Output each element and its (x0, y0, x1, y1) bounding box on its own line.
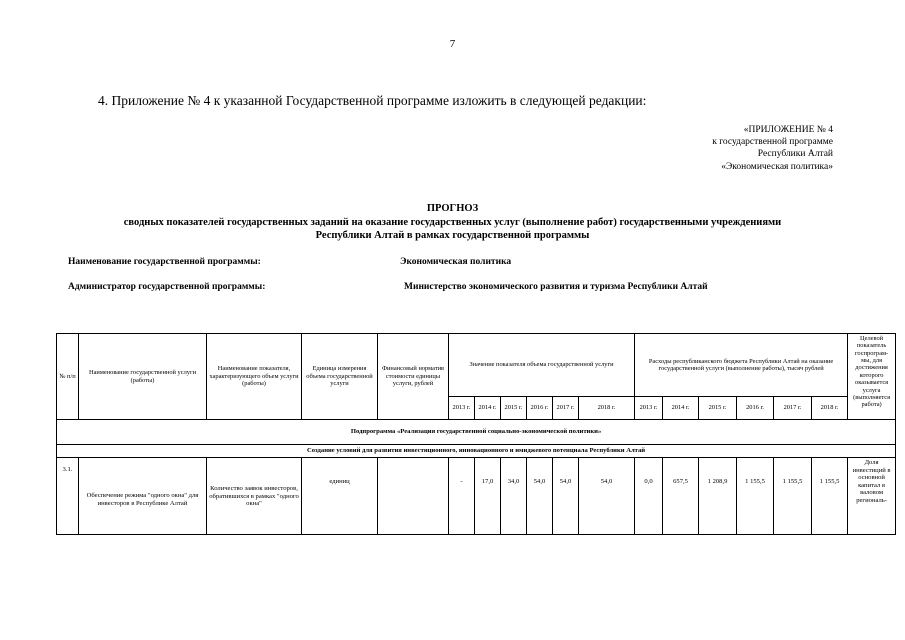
row-norm (378, 458, 449, 535)
section-row: Подпрограмма «Реализация государственной социально-экономической политики» (57, 420, 896, 445)
volume-year-header: 2014 г. (475, 397, 501, 420)
admin-label: Администратор государственной программы: (68, 282, 266, 292)
row-volume: 54,0 (553, 458, 579, 535)
row-spend: 1 155,5 (774, 458, 812, 535)
header-num: № п/п (57, 334, 79, 420)
header-spend-group: Расходы республиканского бюджета Республики Алтай на оказание государственной услуги (выполнение работы), тысяч рублей (635, 334, 848, 397)
program-label: Наименование государственной программы: (68, 257, 261, 267)
volume-year-header: 2013 г. (449, 397, 475, 420)
header-indicator: Наименование показателя, характеризующего объем услуги (работы) (207, 334, 302, 420)
volume-year-header: 2017 г. (553, 397, 579, 420)
volume-year-header: 2015 г. (501, 397, 527, 420)
table-row (57, 458, 896, 535)
admin-value: Министерство экономического развития и туризма Республики Алтай (404, 282, 708, 292)
intro-paragraph: 4. Приложение № 4 к указанной Государственной программе изложить в следующей редакции: (98, 93, 647, 108)
spend-year-header: 2017 г. (774, 397, 812, 420)
forecast-table (56, 333, 896, 535)
document-heading (0, 202, 905, 243)
spend-year-header: 2015 г. (699, 397, 737, 420)
subsection-row: Создание условий для развития инвестиционного, инновационного и имиджевого потенциала Республики Алтай (57, 445, 896, 458)
header-unit: Единица измерения объема государственной услуги (302, 334, 378, 420)
header-norm: Финансовый норматив стоимости единицы услуги, рублей (378, 334, 449, 420)
appendix-line: «Экономическая политика» (721, 161, 833, 172)
heading-subtitle: сводных показателей государственных заданий на оказание государственных услуг (выполнение работ) государственными учреждениями (123, 216, 782, 228)
row-volume: - (449, 458, 475, 535)
row-num: 3.1. (57, 458, 79, 535)
row-service: Обеспечение режима "одного окна" для инвесторов в Республике Алтай (79, 458, 207, 535)
row-spend: 1 155,5 (737, 458, 774, 535)
appendix-line: к государственной программе (712, 137, 833, 148)
page-number: 7 (449, 38, 456, 50)
row-spend: 1 155,5 (812, 458, 848, 535)
row-unit: единиц (302, 458, 378, 535)
spend-year-header: 2018 г. (812, 397, 848, 420)
spend-year-header: 2013 г. (635, 397, 663, 420)
row-indicator: Количество заявок инвесторов, обратившихся в рамках "одного окна" (207, 458, 302, 535)
row-volume: 34,0 (501, 458, 527, 535)
spend-year-header: 2016 г. (737, 397, 774, 420)
row-volume: 54,0 (527, 458, 553, 535)
spend-year-header: 2014 г. (663, 397, 699, 420)
row-spend: 1 208,9 (699, 458, 737, 535)
heading-subtitle: Республики Алтай в рамках государственной программы (315, 230, 590, 241)
row-target: Доля инвестиций в основной капитал в валовом региональ- (848, 458, 896, 535)
header-service: Наименование государственной услуги (работы) (79, 334, 207, 420)
header-volume-group: Значение показателя объема государственной услуги (449, 334, 635, 397)
row-spend: 0,0 (635, 458, 663, 535)
appendix-line: Республики Алтай (757, 149, 833, 160)
volume-year-header: 2016 г. (527, 397, 553, 420)
row-volume: 54,0 (579, 458, 635, 535)
appendix-reference (712, 124, 833, 173)
program-value: Экономическая политика (400, 257, 512, 267)
appendix-line: «ПРИЛОЖЕНИЕ № 4 (743, 125, 833, 135)
row-spend: 657,5 (663, 458, 699, 535)
volume-year-header: 2018 г. (579, 397, 635, 420)
header-target: Целевой показатель госпрограм-мы, для достижения которого оказывается услуга (выполняется работа) (848, 334, 896, 420)
heading-title: ПРОГНОЗ (426, 203, 479, 214)
row-volume: 17,0 (475, 458, 501, 535)
